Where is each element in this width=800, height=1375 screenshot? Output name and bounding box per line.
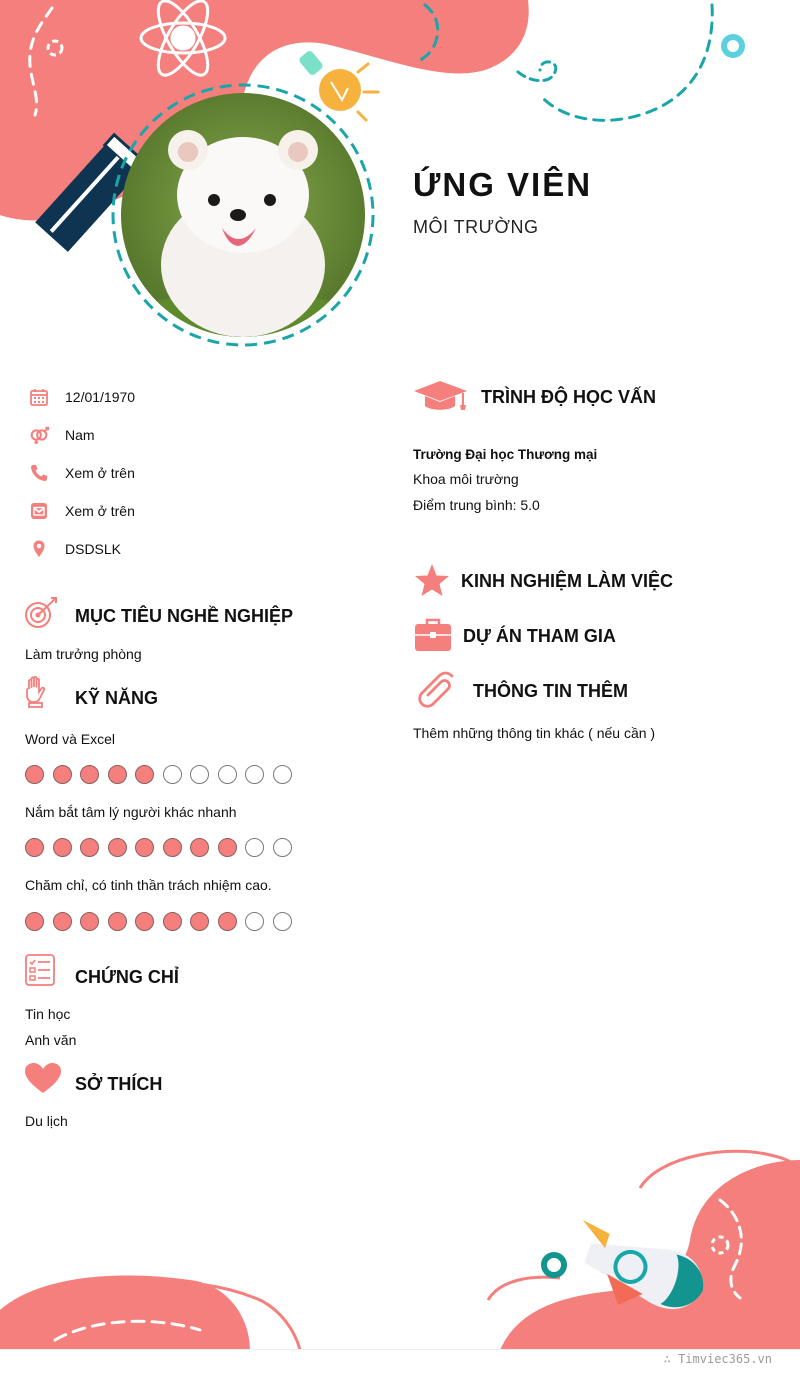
rating-dot-filled: [53, 912, 72, 931]
hand-icon: [24, 675, 50, 709]
heart-icon: [24, 1062, 62, 1094]
watermark: ∴ Timviec365.vn: [663, 1352, 772, 1366]
skill-rating: [25, 912, 300, 931]
info-row-birthdate: [28, 385, 135, 409]
skill-name: Chăm chỉ, có tinh thần trách nhiệm cao.: [25, 877, 272, 893]
rating-dot-empty: [245, 912, 264, 931]
skills-title: KỸ NĂNG: [75, 688, 159, 708]
rating-dot-empty: [190, 765, 209, 784]
phone-icon: [28, 462, 50, 484]
certificate-item: Anh văn: [25, 1032, 77, 1048]
rating-dot-filled: [80, 838, 99, 857]
rating-dot-empty: [273, 912, 292, 931]
rating-dot-filled: [25, 765, 44, 784]
calendar-icon: [28, 386, 50, 408]
objective-title: MỤC TIÊU NGHỀ NGHIỆP: [75, 606, 294, 626]
rating-dot-filled: [190, 838, 209, 857]
info-row-address: [28, 537, 121, 561]
rating-dot-filled: [135, 912, 154, 931]
projects-title: DỰ ÁN THAM GIA: [463, 626, 616, 646]
email-value: Xem ở trên: [65, 503, 135, 519]
rating-dot-filled: [108, 838, 127, 857]
rating-dot-empty: [245, 765, 264, 784]
rating-dot-empty: [163, 765, 182, 784]
education-faculty: Khoa môi trường: [413, 471, 519, 487]
job-title: MÔI TRƯỜNG: [413, 217, 539, 237]
certificate-item: Tin học: [25, 1006, 71, 1022]
hobby-text: Du lịch: [25, 1113, 68, 1129]
rating-dot-filled: [25, 912, 44, 931]
skill-rating: [25, 838, 300, 857]
skill-name: Nắm bắt tâm lý người khác nhanh: [25, 804, 237, 820]
rating-dot-filled: [53, 765, 72, 784]
additional-title: THÔNG TIN THÊM: [473, 681, 628, 701]
birthdate-value: 12/01/1970: [65, 389, 136, 405]
rating-dot-filled: [163, 912, 182, 931]
education-gpa: Điểm trung bình: 5.0: [413, 497, 540, 513]
gender-icon: [28, 424, 50, 446]
info-row-gender: [28, 423, 95, 447]
rating-dot-filled: [80, 765, 99, 784]
hobbies-title: SỞ THÍCH: [75, 1074, 163, 1094]
lightbulb-icon: [298, 49, 378, 120]
rating-dot-filled: [218, 912, 237, 931]
header-decoration: [0, 0, 800, 360]
rating-dot-empty: [273, 838, 292, 857]
skill-rating: [25, 765, 300, 784]
education-title: TRÌNH ĐỘ HỌC VẤN: [481, 387, 656, 407]
star-icon: [414, 563, 450, 597]
rating-dot-empty: [218, 765, 237, 784]
skill-name: Word và Excel: [25, 731, 115, 747]
additional-text: Thêm những thông tin khác ( nếu cần ): [413, 725, 656, 741]
rating-dot-filled: [135, 765, 154, 784]
rating-dot-filled: [108, 912, 127, 931]
rating-dot-filled: [135, 838, 154, 857]
phone-value: Xem ở trên: [65, 465, 135, 481]
address-value: DSDSLK: [65, 541, 122, 557]
briefcase-icon: [414, 618, 452, 652]
target-icon: [24, 596, 58, 630]
rating-dot-empty: [273, 765, 292, 784]
footer-decoration: [0, 1130, 800, 1350]
experience-title: KINH NGHIỆM LÀM VIỆC: [461, 571, 674, 591]
email-icon: [28, 500, 50, 522]
education-school: Trường Đại học Thương mại: [413, 447, 598, 462]
rating-dot-filled: [163, 838, 182, 857]
rating-dot-filled: [218, 838, 237, 857]
rating-dot-filled: [190, 912, 209, 931]
rating-dot-filled: [25, 838, 44, 857]
info-row-email: [28, 499, 135, 523]
rating-dot-filled: [108, 765, 127, 784]
info-row-phone: [28, 461, 135, 485]
paperclip-icon: [416, 670, 460, 712]
rating-dot-filled: [53, 838, 72, 857]
graduation-cap-icon: [413, 380, 469, 414]
rating-dot-empty: [245, 838, 264, 857]
checklist-icon: [24, 953, 56, 987]
rating-dot-filled: [80, 912, 99, 931]
objective-text: Làm trưởng phòng: [25, 646, 142, 662]
candidate-name: ỨNG VIÊN: [413, 166, 593, 203]
location-pin-icon: [28, 538, 50, 560]
certificates-title: CHỨNG CHỈ: [75, 967, 179, 987]
gender-value: Nam: [65, 427, 95, 443]
